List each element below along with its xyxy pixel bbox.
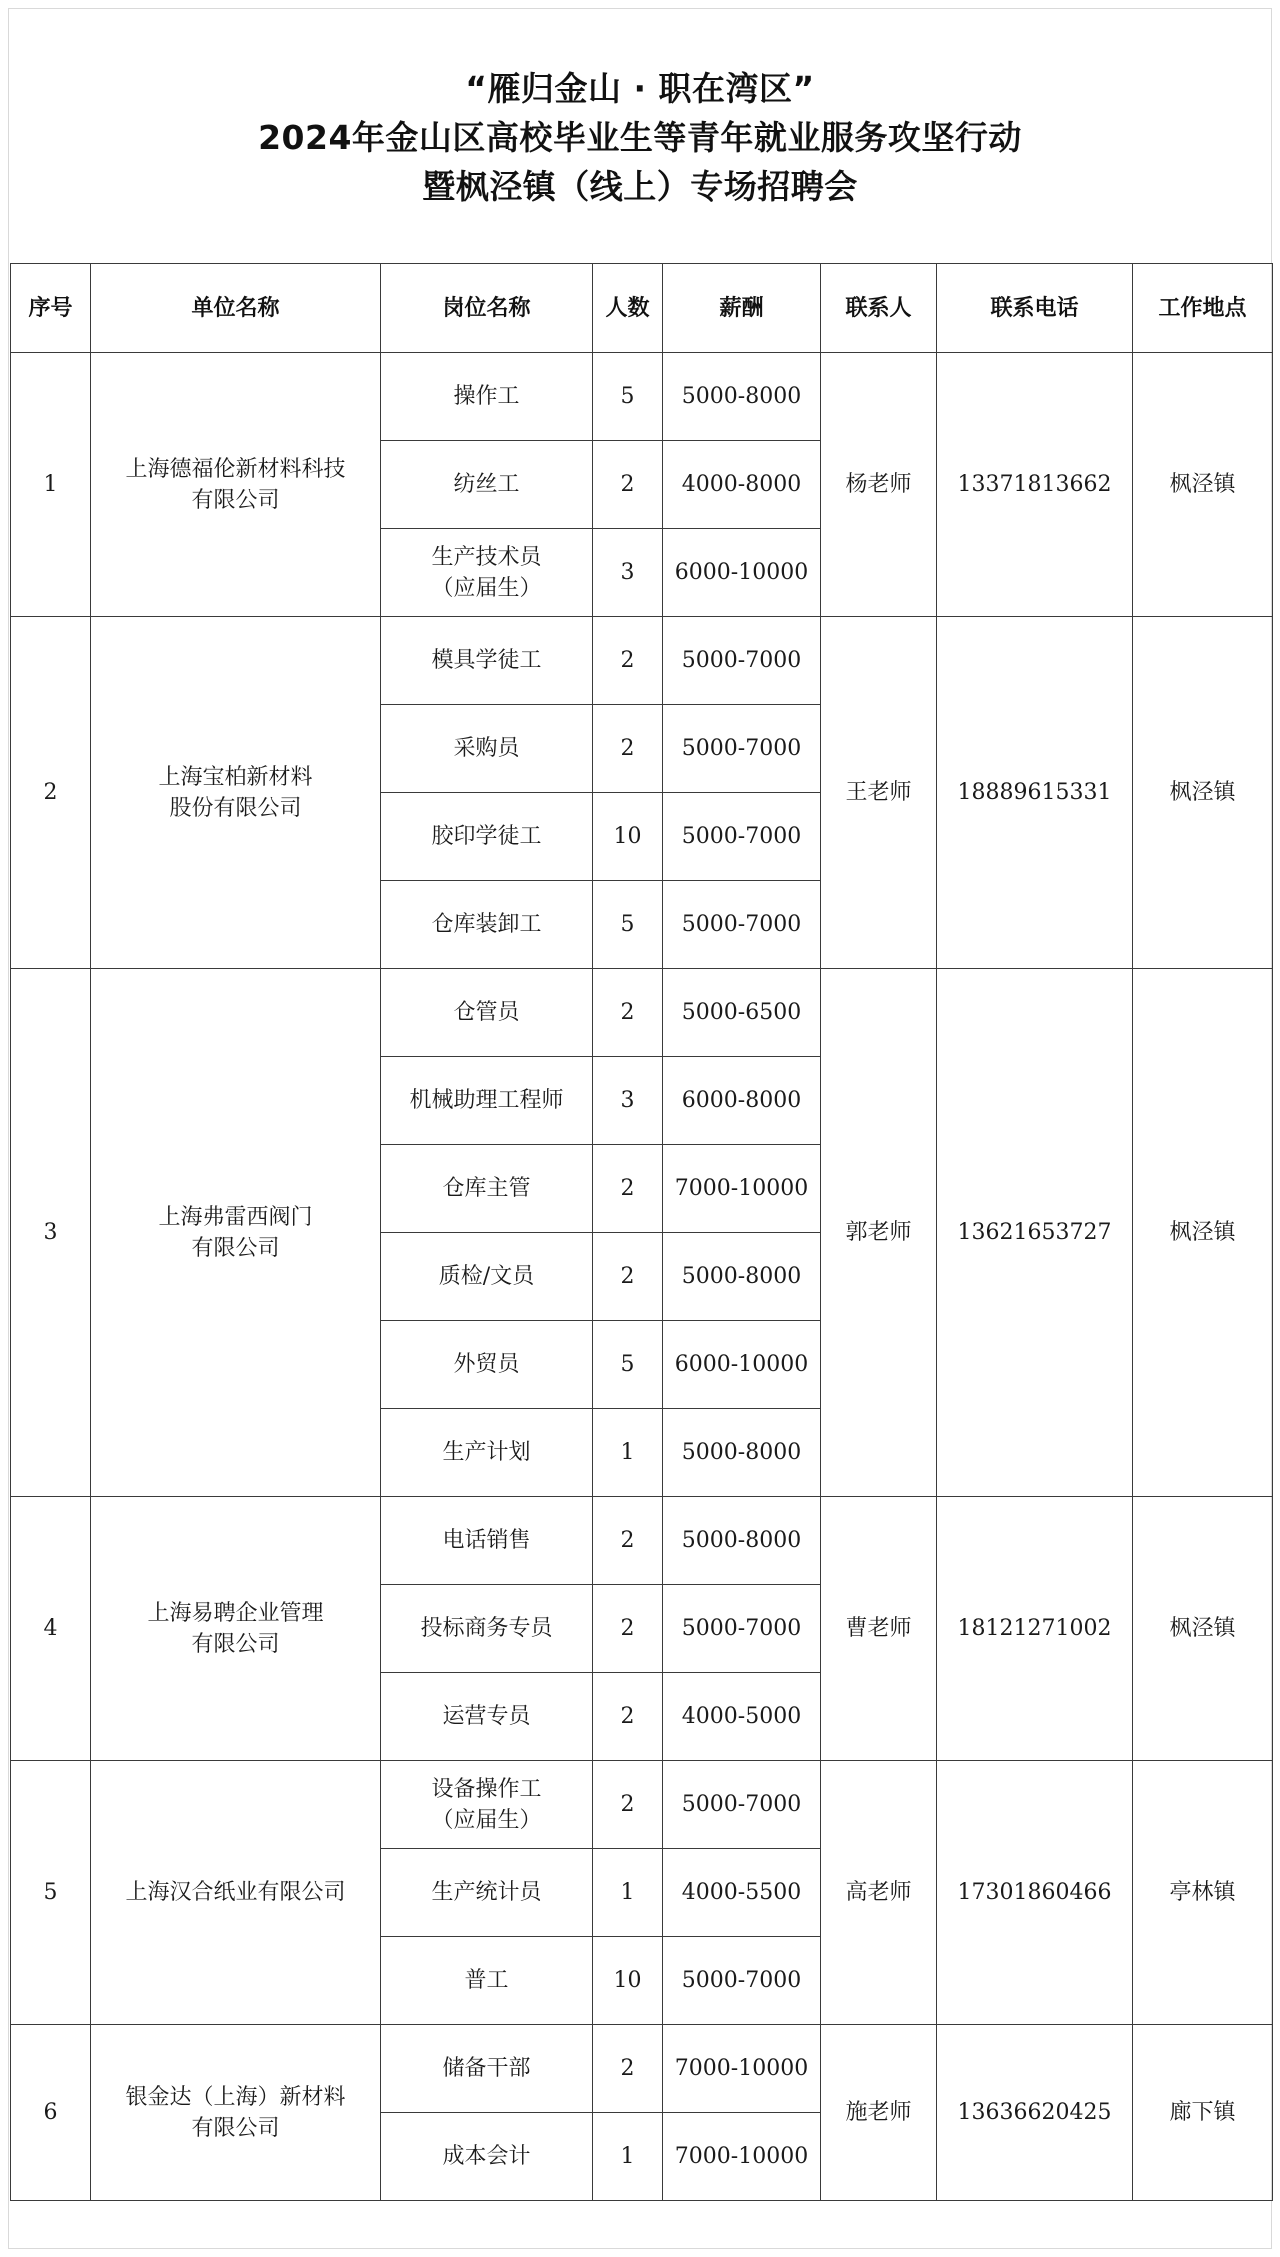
header-company: 单位名称 <box>91 264 381 353</box>
position-salary-cell: 5000-7000 <box>663 1937 821 2025</box>
position-salary-cell: 5000-8000 <box>663 1497 821 1585</box>
position-salary-cell: 6000-10000 <box>663 529 821 617</box>
position-title-cell: 储备干部 <box>381 2025 593 2113</box>
position-count-cell: 2 <box>593 1761 663 1849</box>
company-number-cell: 5 <box>11 1761 91 2025</box>
header-position: 岗位名称 <box>381 264 593 353</box>
company-number-cell: 2 <box>11 617 91 969</box>
position-salary-cell: 7000-10000 <box>663 1145 821 1233</box>
position-count-cell: 10 <box>593 1937 663 2025</box>
title-line-3: 暨枫泾镇（线上）专场招聘会 <box>422 167 858 206</box>
company-name-cell: 银金达（上海）新材料 有限公司 <box>91 2025 381 2201</box>
position-count-cell: 2 <box>593 441 663 529</box>
company-name-cell: 上海汉合纸业有限公司 <box>91 1761 381 2025</box>
position-count-cell: 2 <box>593 1585 663 1673</box>
company-name-cell: 上海弗雷西阀门 有限公司 <box>91 969 381 1497</box>
position-salary-cell: 5000-8000 <box>663 1409 821 1497</box>
position-salary-cell: 5000-7000 <box>663 617 821 705</box>
position-title-cell: 仓库装卸工 <box>381 881 593 969</box>
position-salary-cell: 5000-7000 <box>663 881 821 969</box>
position-salary-cell: 5000-7000 <box>663 1761 821 1849</box>
position-count-cell: 5 <box>593 1321 663 1409</box>
position-salary-cell: 5000-7000 <box>663 1585 821 1673</box>
table-row <box>11 353 1273 441</box>
work-location-cell: 枫泾镇 <box>1133 617 1273 969</box>
contact-phone-cell: 17301860466 <box>937 1761 1133 2025</box>
position-count-cell: 2 <box>593 705 663 793</box>
position-count-cell: 5 <box>593 881 663 969</box>
position-salary-cell: 4000-8000 <box>663 441 821 529</box>
position-count-cell: 1 <box>593 1409 663 1497</box>
contact-person-cell: 施老师 <box>821 2025 937 2201</box>
position-title-cell: 生产统计员 <box>381 1849 593 1937</box>
work-location-cell: 枫泾镇 <box>1133 1497 1273 1761</box>
position-title-cell: 生产计划 <box>381 1409 593 1497</box>
contact-phone-cell: 18889615331 <box>937 617 1133 969</box>
position-salary-cell: 5000-8000 <box>663 353 821 441</box>
position-title-cell: 采购员 <box>381 705 593 793</box>
position-count-cell: 10 <box>593 793 663 881</box>
position-count-cell: 1 <box>593 1849 663 1937</box>
position-title-cell: 生产技术员 （应届生） <box>381 529 593 617</box>
position-salary-cell: 6000-8000 <box>663 1057 821 1145</box>
position-title-cell: 操作工 <box>381 353 593 441</box>
position-count-cell: 2 <box>593 1233 663 1321</box>
position-title-cell: 仓管员 <box>381 969 593 1057</box>
work-location-cell: 亭林镇 <box>1133 1761 1273 2025</box>
position-title-cell: 仓库主管 <box>381 1145 593 1233</box>
company-number-cell: 4 <box>11 1497 91 1761</box>
contact-phone-cell: 18121271002 <box>937 1497 1133 1761</box>
contact-person-cell: 郭老师 <box>821 969 937 1497</box>
work-location-cell: 枫泾镇 <box>1133 353 1273 617</box>
position-count-cell: 2 <box>593 969 663 1057</box>
contact-person-cell: 高老师 <box>821 1761 937 2025</box>
position-salary-cell: 5000-7000 <box>663 705 821 793</box>
position-title-cell: 模具学徒工 <box>381 617 593 705</box>
header-count: 人数 <box>593 264 663 353</box>
header-location: 工作地点 <box>1133 264 1273 353</box>
contact-phone-cell: 13621653727 <box>937 969 1133 1497</box>
title-line-2: 2024年金山区高校毕业生等青年就业服务攻坚行动 <box>258 118 1022 157</box>
position-count-cell: 3 <box>593 529 663 617</box>
table-row <box>11 1761 1273 1849</box>
position-title-cell: 成本会计 <box>381 2113 593 2201</box>
position-salary-cell: 5000-7000 <box>663 793 821 881</box>
position-title-cell: 投标商务专员 <box>381 1585 593 1673</box>
position-salary-cell: 4000-5500 <box>663 1849 821 1937</box>
contact-person-cell: 曹老师 <box>821 1497 937 1761</box>
position-count-cell: 2 <box>593 1673 663 1761</box>
position-title-cell: 胶印学徒工 <box>381 793 593 881</box>
position-title-cell: 运营专员 <box>381 1673 593 1761</box>
position-title-cell: 外贸员 <box>381 1321 593 1409</box>
contact-phone-cell: 13371813662 <box>937 353 1133 617</box>
position-salary-cell: 7000-10000 <box>663 2113 821 2201</box>
position-salary-cell: 5000-8000 <box>663 1233 821 1321</box>
header-contact: 联系人 <box>821 264 937 353</box>
company-name-cell: 上海宝柏新材料 股份有限公司 <box>91 617 381 969</box>
contact-phone-cell: 13636620425 <box>937 2025 1133 2201</box>
position-count-cell: 3 <box>593 1057 663 1145</box>
position-salary-cell: 7000-10000 <box>663 2025 821 2113</box>
contact-person-cell: 杨老师 <box>821 353 937 617</box>
position-salary-cell: 5000-6500 <box>663 969 821 1057</box>
company-name-cell: 上海德福伦新材料科技 有限公司 <box>91 353 381 617</box>
header-no: 序号 <box>11 264 91 353</box>
position-count-cell: 1 <box>593 2113 663 2201</box>
position-title-cell: 质检/文员 <box>381 1233 593 1321</box>
position-title-cell: 纺丝工 <box>381 441 593 529</box>
position-count-cell: 2 <box>593 2025 663 2113</box>
position-title-cell: 电话销售 <box>381 1497 593 1585</box>
header-salary: 薪酬 <box>663 264 821 353</box>
position-title-cell: 设备操作工 （应届生） <box>381 1761 593 1849</box>
table-row <box>11 1497 1273 1585</box>
title-line-1: “雁归金山 · 职在湾区” <box>465 69 815 108</box>
position-title-cell: 普工 <box>381 1937 593 2025</box>
company-number-cell: 1 <box>11 353 91 617</box>
position-count-cell: 2 <box>593 1497 663 1585</box>
header-phone: 联系电话 <box>937 264 1133 353</box>
position-salary-cell: 6000-10000 <box>663 1321 821 1409</box>
position-salary-cell: 4000-5000 <box>663 1673 821 1761</box>
table-row <box>11 617 1273 705</box>
position-count-cell: 2 <box>593 1145 663 1233</box>
work-location-cell: 枫泾镇 <box>1133 969 1273 1497</box>
company-number-cell: 3 <box>11 969 91 1497</box>
table-body <box>11 353 1273 2201</box>
position-count-cell: 5 <box>593 353 663 441</box>
position-title-cell: 机械助理工程师 <box>381 1057 593 1145</box>
table-header-row <box>11 264 1273 353</box>
contact-person-cell: 王老师 <box>821 617 937 969</box>
company-number-cell: 6 <box>11 2025 91 2201</box>
recruitment-table <box>10 263 1273 2201</box>
company-name-cell: 上海易聘企业管理 有限公司 <box>91 1497 381 1761</box>
position-count-cell: 2 <box>593 617 663 705</box>
table-row <box>11 2025 1273 2113</box>
table-row <box>11 969 1273 1057</box>
page-title <box>9 64 1271 211</box>
work-location-cell: 廊下镇 <box>1133 2025 1273 2201</box>
